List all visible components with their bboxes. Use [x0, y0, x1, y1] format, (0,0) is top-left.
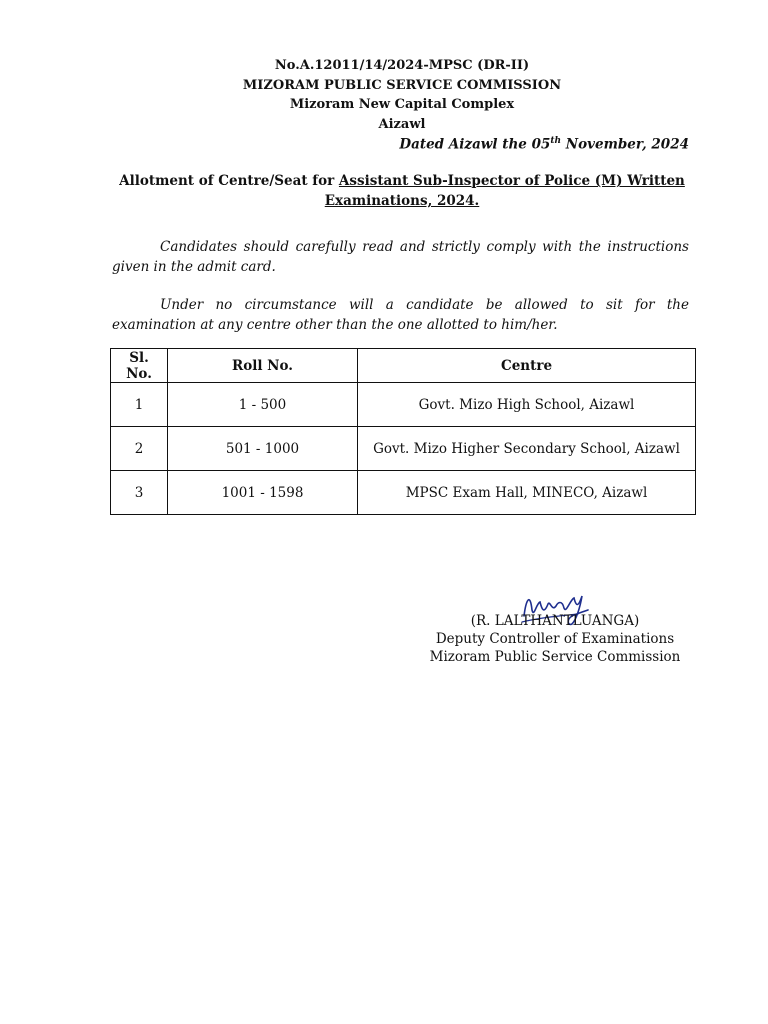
- instruction-paragraph-2: Under no circumstance will a candidate be allowed to sit for the examination at any centre other than the one allotted to him/her.: [112, 297, 689, 333]
- address-line-2: Aizawl: [378, 117, 426, 132]
- signatory-office: Mizoram Public Service Commission: [429, 649, 681, 665]
- subject-line: [110, 171, 694, 211]
- cell-centre: Govt. Mizo Higher Secondary School, Aizawl: [358, 427, 696, 471]
- cell-centre: Govt. Mizo High School, Aizawl: [358, 383, 696, 427]
- header-roll-no: Roll No.: [168, 349, 358, 383]
- signatory-designation: Deputy Controller of Examinations: [435, 631, 675, 647]
- subject-title: Assistant Sub-Inspector of Police (M) Written Examinations, 2024.: [324, 173, 685, 209]
- cell-roll-no: 1 - 500: [168, 383, 358, 427]
- cell-sl-no: 3: [111, 471, 168, 515]
- header-sl-no: Sl. No.: [111, 349, 168, 383]
- reference-number: No.A.12011/14/2024-MPSC (DR-II): [274, 58, 530, 73]
- cell-sl-no: 2: [111, 427, 168, 471]
- date-line: [399, 136, 689, 153]
- header-centre: Centre: [358, 349, 696, 383]
- date-prefix: Dated Aizawl the 05: [399, 136, 551, 153]
- centre-allotment-table: [110, 348, 696, 515]
- table-row: [111, 471, 696, 515]
- table-row: [111, 427, 696, 471]
- cell-roll-no: 501 - 1000: [168, 427, 358, 471]
- signature-block: [420, 612, 690, 666]
- cell-roll-no: 1001 - 1598: [168, 471, 358, 515]
- cell-centre: MPSC Exam Hall, MINECO, Aizawl: [358, 471, 696, 515]
- cell-sl-no: 1: [111, 383, 168, 427]
- organization-name: MIZORAM PUBLIC SERVICE COMMISSION: [242, 78, 562, 93]
- date-superscript: th: [550, 136, 562, 146]
- date-suffix: November, 2024: [561, 136, 689, 153]
- table-row: [111, 383, 696, 427]
- address-line-1: Mizoram New Capital Complex: [289, 97, 515, 112]
- table-header-row: [111, 349, 696, 383]
- signatory-name: (R. LALTHANTLUANGA): [470, 613, 640, 629]
- subject-lead: Allotment of Centre/Seat for: [119, 173, 339, 189]
- instruction-paragraph-1: Candidates should carefully read and strictly comply with the instructions given in the admit card.: [112, 239, 689, 275]
